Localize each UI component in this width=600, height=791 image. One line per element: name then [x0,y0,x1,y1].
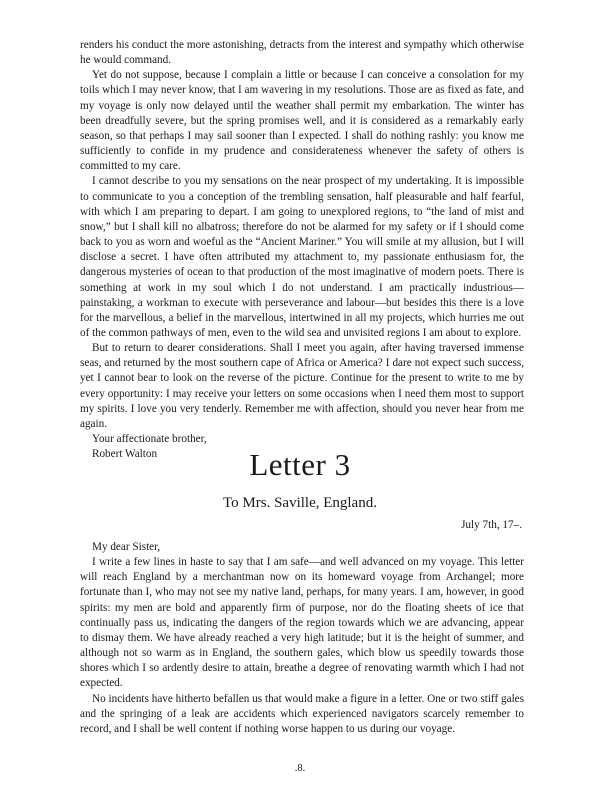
paragraph-safe: I write a few lines in haste to say that I am safe—and well advanced on my voyage. This letter will reach England by a merchantman now on its homeward voyage from Archangel; more fortunate than I, who may not see my native land, perhaps, for many years. I am, however, in good spirits: my men are bold and apparently firm of purpose, nor do the floating sheets of ice that continually pass us, indicating the dangers of the region towards which we are advancing, appear to dismay them. We have already reached a very high latitude; but it is the height of summer, and although not so warm as in England, the southern gales, which blow us speedily towards those shores which I so ardently desire to attain, breathe a degree of renovating warmth which I had not expected. [80,556,524,690]
letter-closing: Your affectionate brother, [92,433,207,446]
chapter-heading: Letter 3 [249,447,351,482]
paragraph-incidents: No incidents have hitherto befallen us that would make a figure in a letter. One or two stiff gales and the springing of a leak are accidents which experienced navigators scarcely remember to record, and I shall be well content if nothing worse happen to us during our voyage. [80,692,524,735]
letter-signature: Robert Walton [92,448,158,461]
letter-salutation: My dear Sister, [92,541,161,553]
page-number: .8. [294,763,306,774]
paragraph-resolution: Yet do not suppose, because I complain a little or because I can conceive a consolation for my toils which I may never know, that I am wavering in my resolutions. Those are as fixed as fate, and my voyage is only now delayed until the weather shall permit my embarkation. The winter has been dreadfully severe, but the spring promises well, and it is considered as a remarkably early season, so that perhaps I may sail sooner than I expected. I shall do nothing rashly: you know me sufficiently to confide in my prudence and considerateness whenever the safety of others is committed to my care. [80,69,524,173]
letter-date: July 7th, 17–. [461,519,522,531]
paragraph-sensations: I cannot describe to you my sensations on the near prospect of my undertaking. It is impossible to communicate to you a conception of the trembling sensation, half pleasurable and half fearful, with which I am preparing to depart. I am going to unexplored regions, to “the land of mist and snow,” but I shall kill no albatross; therefore do not be alarmed for my safety or if I should come back to you as worn and woeful as the “Ancient Mariner.” You will smile at my allusion, but I will disclose a secret. I have often attributed my attachment to, my passionate enthusiasm for, the dangerous mysteries of ocean to that production of the most imaginative of modern poets. There is something at work in my soul which I do not understand. I am practically industrious—painstaking, a workman to execute with perseverance and labour—but besides this there is a love for the marvellous, a belief in the marvellous, intertwined in all my projects, which hurries me out of the common pathways of men, even to the wild sea and unvisited regions I am about to explore. [80,175,524,339]
letter-addressee: To Mrs. Saville, England. [223,495,377,511]
continued-paragraph: renders his conduct the more astonishing, detracts from the interest and sympathy which otherwise he would command. [80,39,524,67]
letter-2-ending [80,38,524,462]
paragraph-return: But to return to dearer considerations. Shall I meet you again, after having traversed immense seas, and returned by the most southern cape of Africa or America? I dare not expect such success, yet I cannot bear to look on the reverse of the picture. Continue for the present to write to me by every opportunity: I may receive your letters on some occasions when I need them most to support my spirits. I love you very tenderly. Remember me with affection, should you never hear from me again. [80,342,524,430]
letter-3-body [80,540,524,737]
